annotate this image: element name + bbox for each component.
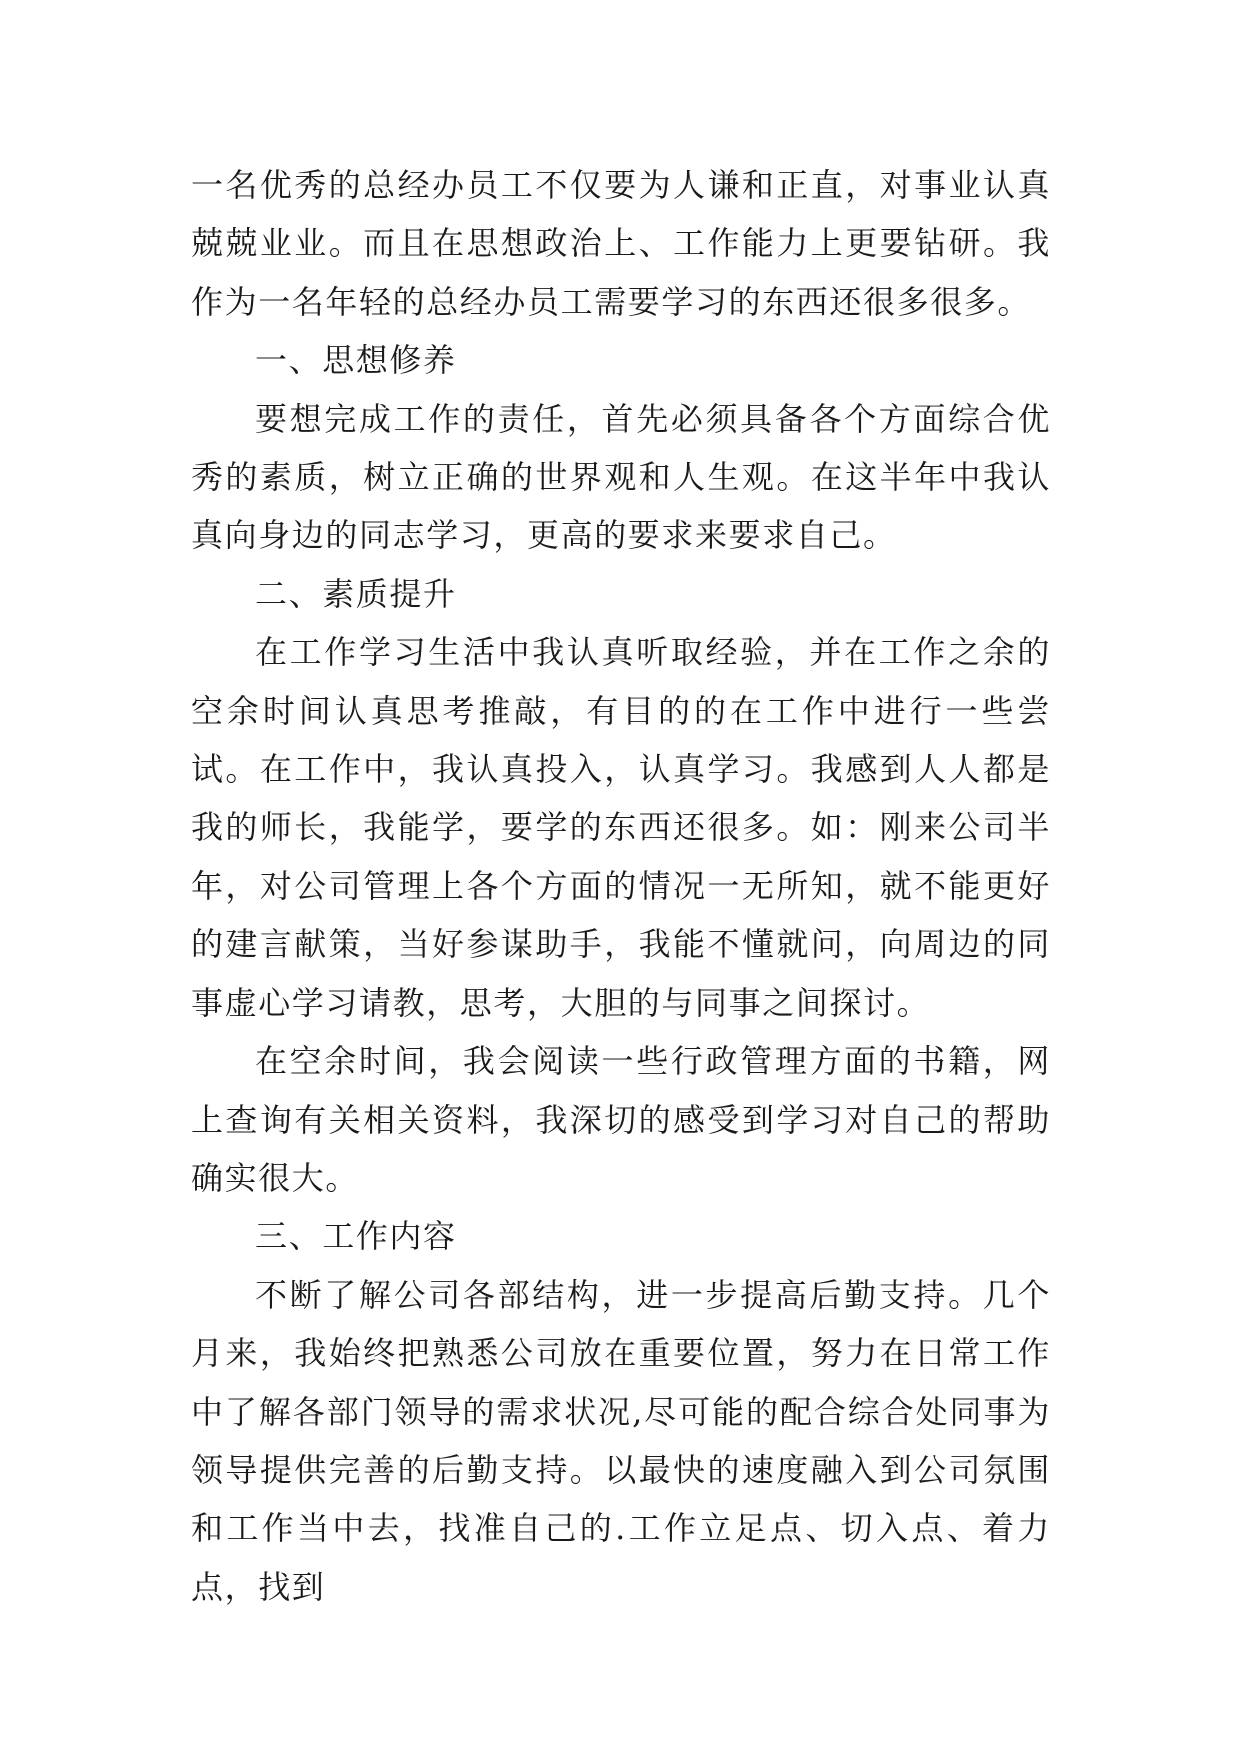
intro-paragraph: 一名优秀的总经办员工不仅要为人谦和正直，对事业认真兢兢业业。而且在思想政治上、工作能力上更要钻研。我作为一名年轻的总经办员工需要学习的东西还很多很多。 — [191, 166, 1051, 321]
quality-paragraph: 在工作学习生活中我认真听取经验，并在工作之余的空余时间认真思考推敲，有目的的在工作中进行一些尝试。在工作中，我认真投入，认真学习。我感到人人都是我的师长，我能学，要学的东西还很多。如：刚来公司半年，对公司管理上各个方面的情况一无所知，就不能更好的建言献策，当好参谋助手，我能不懂就问，向周边的同事虚心学习请教，思考，大胆的与同事之间探讨。 — [191, 633, 1051, 1022]
reading-paragraph: 在空余时间，我会阅读一些行政管理方面的书籍，网上查询有关相关资料，我深切的感受到学习对自己的帮助确实很大。 — [191, 1042, 1051, 1197]
section-heading-quality: 二、素质提升 — [255, 574, 457, 613]
work-paragraph: 不断了解公司各部结构，进一步提高后勤支持。几个月来，我始终把熟悉公司放在重要位置，努力在日常工作中了解各部门领导的需求状况,尽可能的配合综合处同事为领导提供完善的后勤支持。以最快的速度融入到公司氛围和工作当中去，找准自己的.工作立足点、切入点、着力点，找到 — [191, 1275, 1051, 1606]
section-heading-work: 三、工作内容 — [255, 1217, 457, 1256]
ideology-paragraph: 要想完成工作的责任，首先必须具备各个方面综合优秀的素质，树立正确的世界观和人生观。在这半年中我认真向身边的同志学习，更高的要求来要求自己。 — [191, 399, 1051, 555]
section-heading-ideology: 一、思想修养 — [255, 341, 457, 380]
document-body — [191, 156, 1051, 1616]
